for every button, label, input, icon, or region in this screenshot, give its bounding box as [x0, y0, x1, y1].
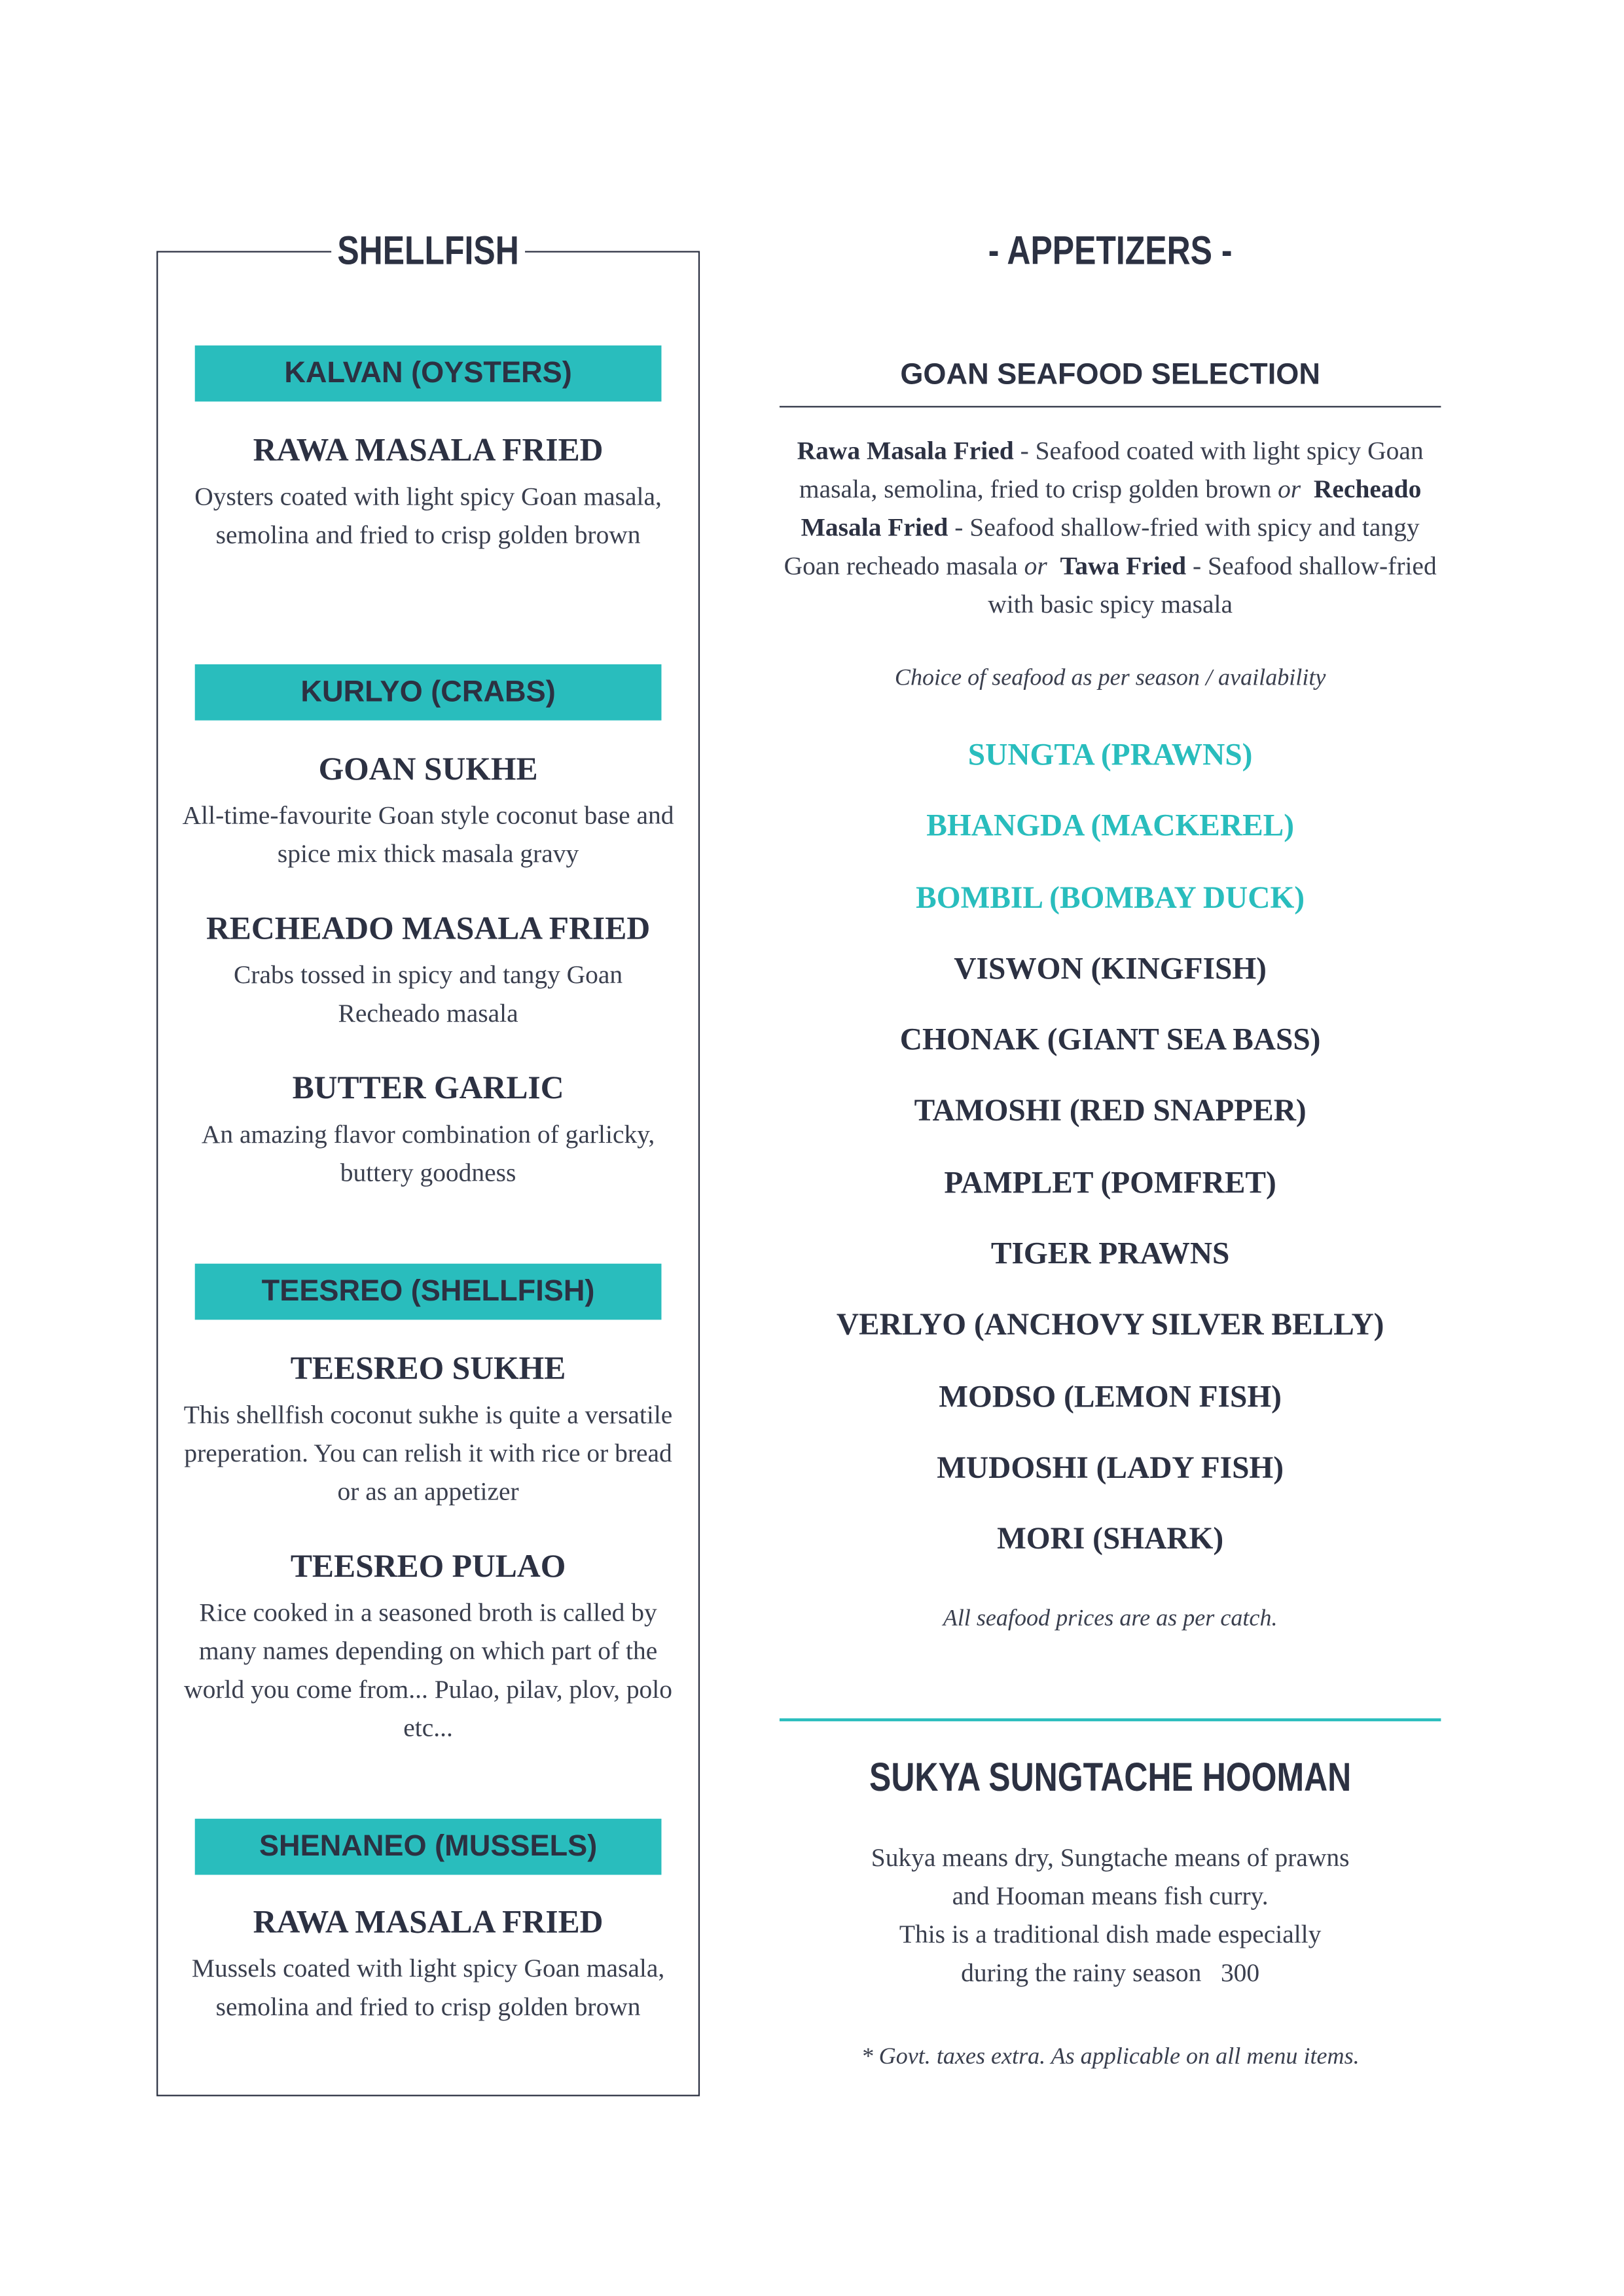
item-name: GOAN SUKHE: [318, 749, 538, 787]
item-desc: Crabs tossed in spicy and tangy Goan Recheado masala: [234, 960, 623, 1028]
item-name: TEESREO PULAO: [290, 1547, 566, 1585]
item-name: TEESREO SUKHE: [290, 1349, 566, 1386]
style-name: Recheado Masala Fried: [801, 474, 1422, 542]
style-name: Rawa Masala Fried: [797, 435, 1014, 465]
appetizers-title: - APPETIZERS -: [988, 228, 1233, 274]
special-line: This is a traditional dish made especially: [899, 1919, 1322, 1949]
fish-item: TAMOSHI (RED SNAPPER): [914, 1093, 1307, 1129]
category-header-mussels: SHENANEO (MUSSELS): [195, 1819, 662, 1875]
menu-item: [180, 1544, 676, 1746]
fish-item: CHONAK (GIANT SEA BASS): [899, 1022, 1321, 1058]
fish-item: BHANGDA (MACKEREL): [926, 808, 1295, 844]
item-name: RAWA MASALA FRIED: [253, 1903, 604, 1940]
style-desc: - Seafood coated with light spicy Goan masala, semolina, fried to crisp golden brown: [799, 435, 1424, 504]
or-separator: or: [1024, 550, 1047, 581]
seafood-selection-title: GOAN SEAFOOD SELECTION: [900, 359, 1320, 391]
menu-item: [180, 747, 676, 872]
fish-item: MODSO (LEMON FISH): [939, 1378, 1282, 1414]
item-desc: An amazing flavor combination of garlicky, buttery goodness: [201, 1119, 655, 1187]
item-desc: Oysters coated with light spicy Goan masala, semolina and fried to crisp golden brown: [194, 481, 662, 550]
menu-item: [180, 1066, 676, 1191]
menu-item: [180, 1346, 676, 1510]
special-desc: [780, 1838, 1441, 1992]
fish-item: BOMBIL (BOMBAY DUCK): [916, 879, 1305, 915]
item-desc: Mussels coated with light spicy Goan masala, semolina and fried to crisp golden brown: [191, 1953, 665, 2021]
fish-item: VERLYO (ANCHOVY SILVER BELLY): [836, 1306, 1384, 1343]
item-name: BUTTER GARLIC: [292, 1068, 564, 1106]
fish-item: PAMPLET (POMFRET): [944, 1164, 1276, 1200]
tax-note: * Govt. taxes extra. As applicable on all menu items.: [861, 2044, 1360, 2070]
special-line: and Hooman means fish curry.: [952, 1880, 1269, 1910]
item-desc: Rice cooked in a seasoned broth is called by many names depending on which part of the world you come from... Pulao, pilav, plov, polo etc...: [184, 1597, 672, 1742]
shellfish-title: SHELLFISH: [331, 226, 525, 276]
preparation-styles: [780, 431, 1441, 623]
fish-item: VISWON (KINGFISH): [954, 950, 1267, 986]
item-name: RECHEADO MASALA FRIED: [206, 909, 651, 946]
item-desc: All-time-favourite Goan style coconut base and spice mix thick masala gravy: [182, 800, 674, 869]
category-header-shellfish: TEESREO (SHELLFISH): [195, 1264, 662, 1320]
fish-list: [780, 734, 1441, 1589]
special-line: Sukya means dry, Sungtache means of prawns: [871, 1842, 1350, 1872]
special-line: during the rainy season: [961, 1957, 1202, 1987]
menu-item: [180, 428, 676, 554]
teal-divider: [780, 1718, 1441, 1721]
choice-note: Choice of seafood as per season / availability: [894, 666, 1326, 691]
fish-item: MORI (SHARK): [997, 1520, 1224, 1556]
special-price: 300: [1220, 1957, 1260, 1987]
category-header-crabs: KURLYO (CRABS): [195, 664, 662, 721]
menu-item: [180, 906, 676, 1032]
item-desc: This shellfish coconut sukhe is quite a versatile preperation. You can relish it with rice or bread or as an appetizer: [183, 1399, 673, 1506]
item-name: RAWA MASALA FRIED: [253, 431, 604, 468]
menu-item: [180, 1900, 676, 2026]
style-desc: - Seafood shallow-fried with spicy and tangy Goan recheado masala: [784, 512, 1420, 581]
special-title: SUKYA SUNGTACHE HOOMAN: [869, 1755, 1352, 1800]
fish-item: MUDOSHI (LADY FISH): [937, 1449, 1284, 1485]
divider: [780, 406, 1441, 407]
or-separator: or: [1278, 474, 1301, 504]
fish-item: TIGER PRAWNS: [990, 1236, 1230, 1272]
price-note: All seafood prices are as per catch.: [943, 1605, 1278, 1632]
fish-item: SUNGTA (PRAWNS): [967, 736, 1253, 772]
style-name: Tawa Fried: [1060, 550, 1187, 581]
style-desc: - Seafood shallow-fried with basic spicy masala: [988, 550, 1437, 619]
category-header-oysters: KALVAN (OYSTERS): [195, 346, 662, 402]
